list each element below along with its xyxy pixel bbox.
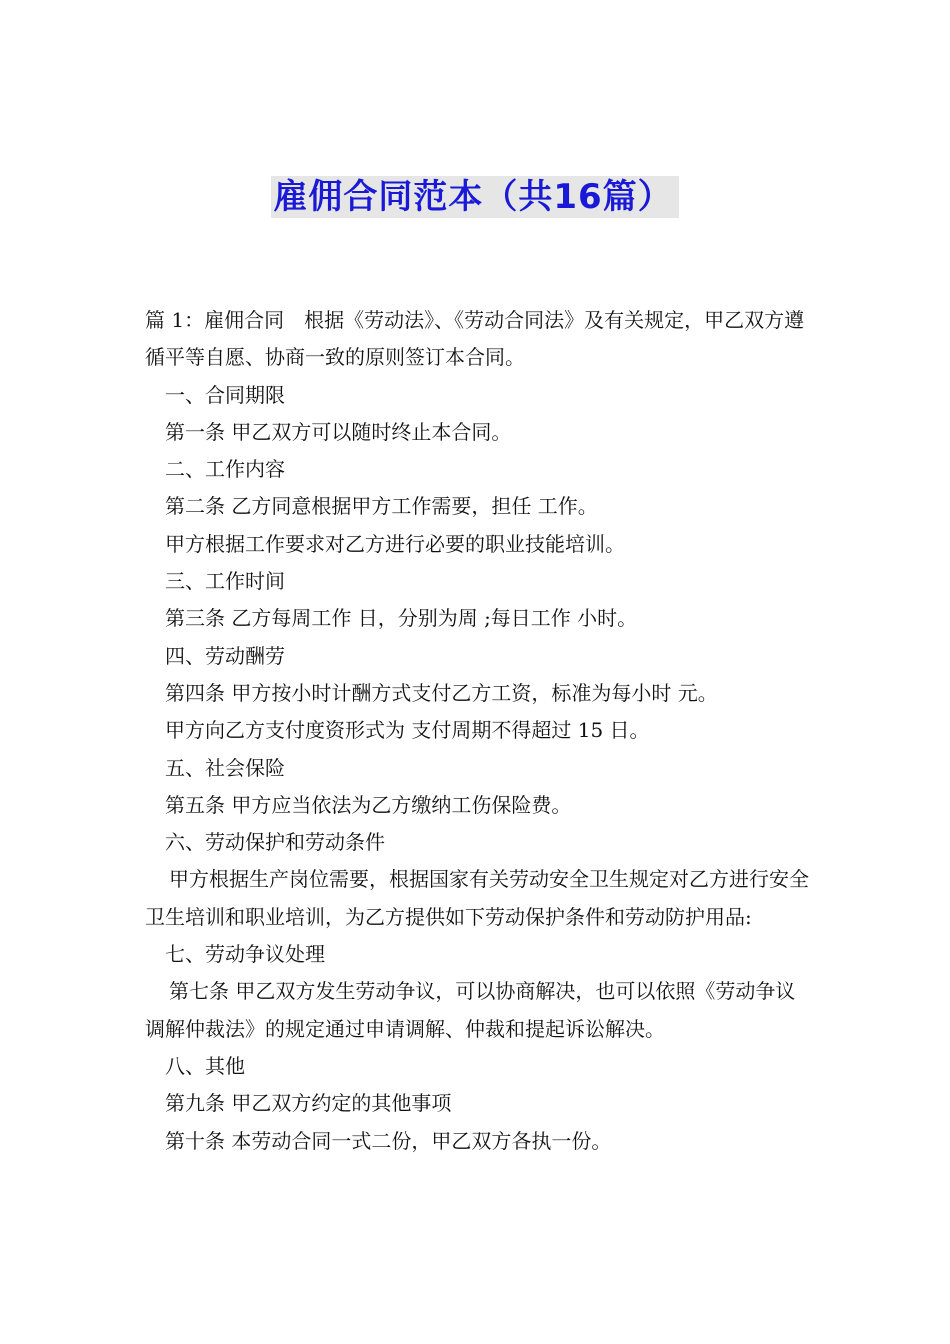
article-2: 第二条 乙方同意根据甲方工作需要，担任 工作。 xyxy=(165,494,598,519)
article-10: 第十条 本劳动合同一式二份，甲乙双方各执一份。 xyxy=(165,1128,612,1153)
section-heading-remuneration: 四、劳动酬劳 xyxy=(165,643,285,668)
section-heading-work-content: 二、工作内容 xyxy=(165,457,285,482)
article-5: 第五条 甲方应当依法为乙方缴纳工伤保险费。 xyxy=(165,792,572,817)
document-title: 雇佣合同范本（共16篇） xyxy=(271,176,678,218)
section-heading-labor-protection: 六、劳动保护和劳动条件 xyxy=(165,830,385,855)
article-2-training: 甲方根据工作要求对乙方进行必要的职业技能培训。 xyxy=(165,531,625,556)
section-heading-dispute: 七、劳动争议处理 xyxy=(165,942,325,967)
article-1: 第一条 甲乙双方可以随时终止本合同。 xyxy=(165,419,512,444)
section-heading-social-insurance: 五、社会保险 xyxy=(165,755,285,780)
article-4-payment: 甲方向乙方支付度资形式为 支付周期不得超过 15 日。 xyxy=(165,718,650,743)
document-body xyxy=(145,302,810,1160)
section-heading-other: 八、其他 xyxy=(165,1053,245,1078)
article-9: 第九条 甲乙双方约定的其他事项 xyxy=(165,1091,452,1116)
section-heading-work-time: 三、工作时间 xyxy=(165,569,285,594)
article-6-text: 甲方根据生产岗位需要，根据国家有关劳动安全卫生规定对乙方进行安全卫生培训和职业培训，为乙方提供如下劳动保护条件和劳动防护用品: xyxy=(145,867,809,929)
article-7-text: 第七条 甲乙双方发生劳动争议，可以协商解决，也可以依照《劳动争议调解仲裁法》的规定通过申请调解、仲裁和提起诉讼解决。 xyxy=(145,979,796,1041)
intro-paragraph: 篇 1：雇佣合同 根据《劳动法》、《劳动合同法》及有关规定，甲乙双方遵循平等自愿、协商一致的原则签订本合同。 xyxy=(145,308,805,370)
section-heading-term: 一、合同期限 xyxy=(165,382,285,407)
article-4: 第四条 甲方按小时计酬方式支付乙方工资，标准为每小时 元。 xyxy=(165,680,718,705)
article-6 xyxy=(145,861,810,936)
article-3: 第三条 乙方每周工作 日，分别为周 ;每日工作 小时。 xyxy=(165,606,638,631)
article-7 xyxy=(145,973,810,1048)
title-container xyxy=(0,176,950,218)
